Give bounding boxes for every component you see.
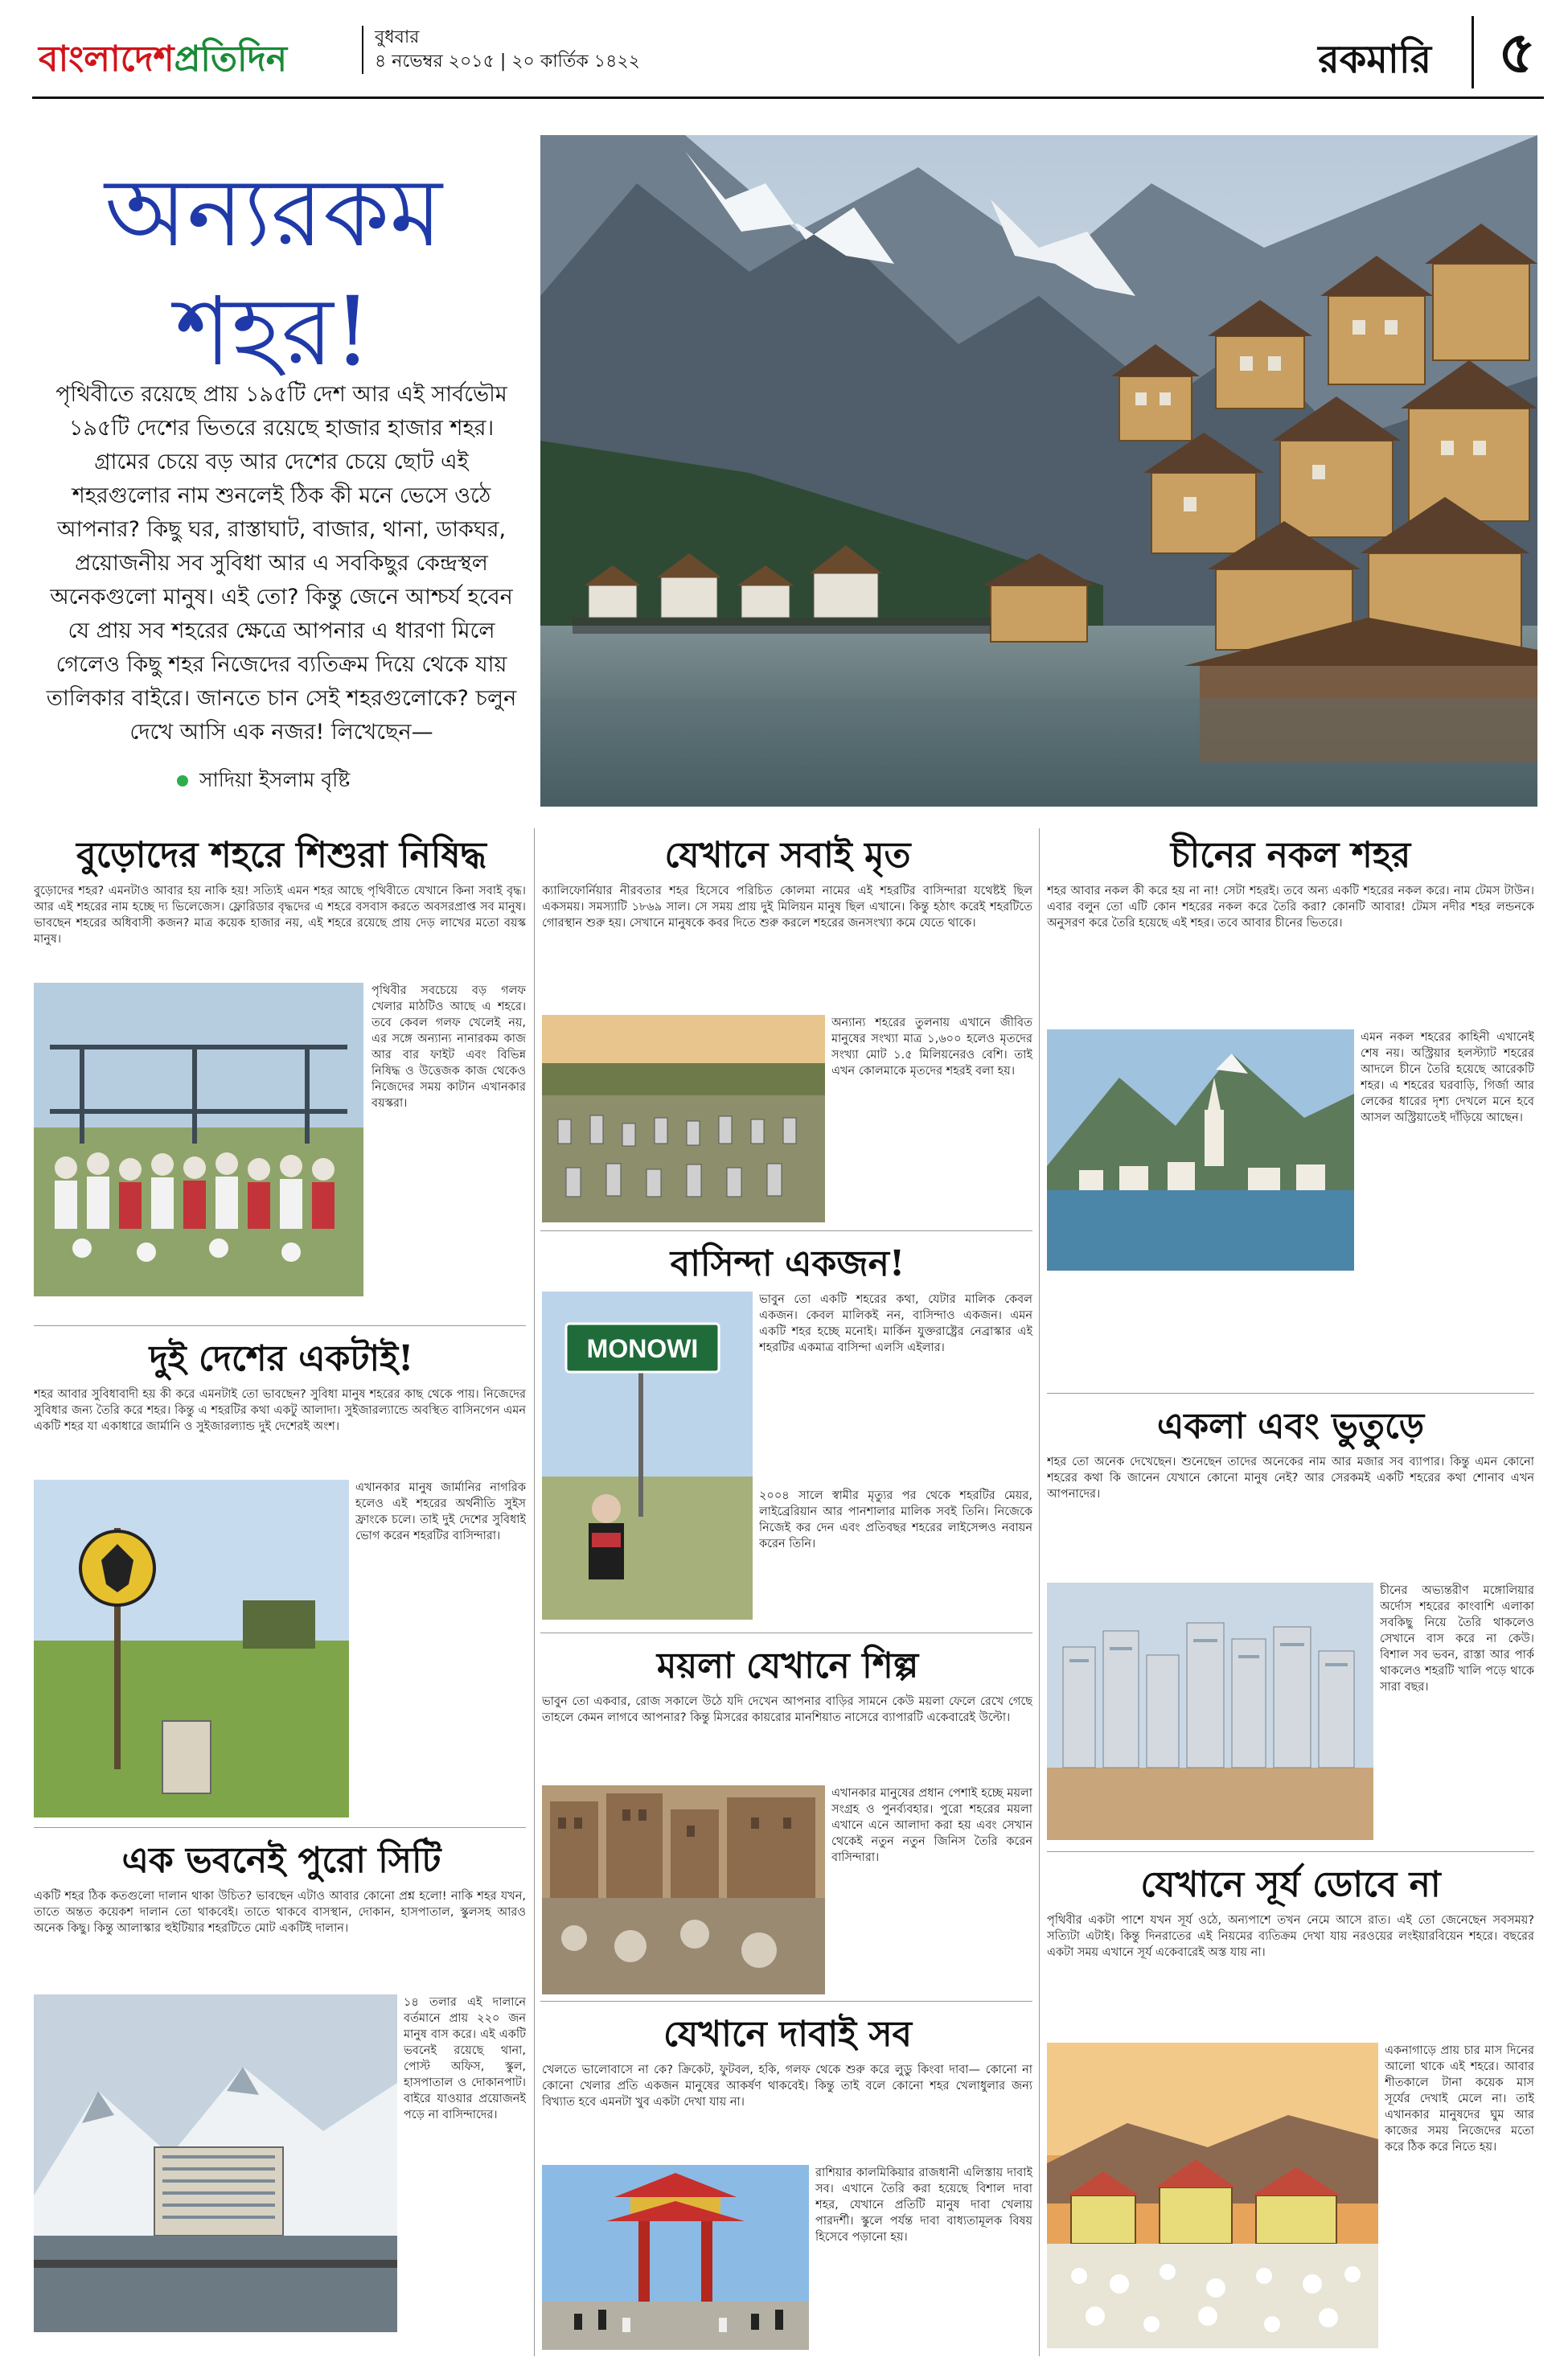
article-body (34, 883, 526, 978)
article-divider (1047, 1851, 1534, 1852)
newspaper-logo[interactable] (39, 32, 287, 91)
section-name: রকমারি (1318, 37, 1431, 82)
article-body (1047, 1454, 1534, 1575)
article-headline: বুড়োদের শহরে শিশুরা নিষিদ্ধ (76, 835, 486, 876)
article-body (759, 1292, 1032, 1485)
article-photo (1047, 1583, 1373, 1840)
article-headline: এক ভবনেই পুরো সিটি (121, 1840, 441, 1881)
article-headline: যেখানে সূর্য ডোবে না (1140, 1864, 1441, 1905)
article-paragraph: শহর আবার সুবিধাবাদী হয় কী করে এমনটাই তো ভাবছেন? সুবিধা মানুষ শহরের কাছ থেকে পায়। নিজেদের সুবিধার জন্য তৈরি করে শহর। কিন্তু এ শহরটির কথা একটু আলাদা। সুইজারল্যান্ডে অবস্থিত বাসিনগেন এমন একটি শহর যা একাধারে জার্মানি ও সুইজারল্যান্ড দুই দেশেরই অংশ। (34, 1388, 526, 1433)
ghost-city-photo (1047, 1583, 1373, 1840)
masthead (32, 0, 1544, 99)
article-photo (34, 1480, 349, 1817)
article-divider (1047, 1393, 1534, 1394)
article-headline: বাসিন্দা একজন! (670, 1243, 905, 1284)
article-paragraph: শহর আবার নকল কী করে হয় না না! সেটা শহরই। তবে অন্য একটি শহরের নকল করে। নাম টেমস টাউন। এবার বলুন তো এটি কোন শহরের নকল করে তৈরি করা? কোনটি আবার! টেমস নদীর শহর লন্ডনকে অনুসরণ করে তৈরি হয়েছে এই শহর। তবে আবার চীনের ভিতরে। (1047, 885, 1534, 930)
seniors-group-photo (34, 983, 363, 1296)
article-divider (540, 1230, 1032, 1231)
article-paragraph: পৃথিবীর একটা পাশে যখন সূর্য ওঠে, অন্যপাশে তখন নেমে আসে রাত। এই তো জেনেছেন সবসময়? সত্যিটা এটাই। কিন্তু দিনরাতের এই নিয়মের ব্যতিক্রম দেখা যায় নরওয়ের লংইয়ারবিয়েন শহরে। বছরের একটা সময় এখানে সূর্য একেবারেই অস্ত যায় না। (1047, 1914, 1534, 1959)
lead-intro: পৃথিবীতে রয়েছে প্রায় ১৯৫টি দেশ আর এই সার্বভৌম ১৯৫টি দেশের ভিতরে রয়েছে হাজার হাজার শহর। গ্রামের চেয়ে বড় আর দেশের চেয়ে ছোট এই শহরগুলোর নাম শুনলেই ঠিক কী মনে ভেসে ওঠে আপনার? কিছু ঘর, রাস্তাঘাট, বাজার, থানা, ডাকঘর, প্রয়োজনীয় সব সুবিধা আর এ সবকিছুর কেন্দ্রস্থল অনেকগুলো মানুষ। এই তো? কিন্তু জেনে আশ্চর্য হবেন যে প্রায় সব শহরের ক্ষেত্রে আপনার এ ধারণা মিলে গেলেও কিছু শহর নিজেদের ব্যতিক্রম দিয়ে থেকে যায় তালিকার বাইরে। জানতে চান সেই শহরগুলোকে? চলুন দেখে আসি এক নজর! লিখেছেন— (46, 382, 517, 745)
article-paragraph: চীনের অভ্যন্তরীণ মঙ্গোলিয়ার অর্দোস শহরের কাংবাশি এলাকা সবকিছু নিয়ে তৈরি থাকলেও সেখানে বাস করে না কেউ। বিশাল সব ভবন, রাস্তা আর পার্ক থাকলেও শহরটি খালি পড়ে থাকে সারা বছর। (1380, 1584, 1534, 1694)
article-body (404, 1994, 526, 2348)
article-divider (34, 1827, 526, 1828)
article-photo (542, 1785, 825, 1994)
article-body (1380, 1583, 1534, 1848)
article-photo (542, 1015, 825, 1222)
article-paragraph: বুড়োদের শহর? এমনটাও আবার হয় নাকি হয়! সত্যিই এমন শহর আছে পৃথিবীতে যেখানে কিনা সবাই বৃদ্ধ। আর এই শহরের নাম হচ্ছে দ্য ভিলেজেস। ফ্লোরিডার বৃদ্ধদের এ শহরে বসবাস করতে অবসরপ্রাপ্ত সব মানুষ। ভাবছেন শহরের অধিবাসী কজন? মাত্র কয়েক হাজার নয়, এই শহরে রয়েছে প্রায় দেড় লাখের মতো বয়স্ক মানুষ। (34, 885, 526, 946)
article-paragraph: ২০০৪ সালে স্বামীর মৃত্যুর পর থেকে শহরটির মেয়র, লাইব্রেরিয়ান আর পানশালার মালিক সবই তিনি। নিজেকে নিজেই কর দেন এবং প্রতিবছর শহরের লাইসেন্সও নবায়ন করেন তিনি। (759, 1489, 1032, 1550)
main-title (72, 153, 474, 391)
article-headline: যেখানে দাবাই সব (663, 2014, 912, 2055)
article-headline: ময়লা যেখানে শিল্প (656, 1645, 919, 1686)
article-paragraph: এমন নকল শহরের কাহিনী এখানেই শেষ নয়। অস্ট্রিয়ার হলস্ট্যাট শহরের আদলে চীনে তৈরি হয়েছে আরেকটি শহর। এ শহরের ঘরবাড়ি, গির্জা আর লেকের ধারের দৃশ্য দেখলে মনে হবে আসল অস্ট্রিয়াতেই দাঁড়িয়ে আছেন। (1361, 1031, 1534, 1124)
main-title-line1: অন্যরকম (105, 157, 442, 268)
article-paragraph: একটি শহর ঠিক কতগুলো দালান থাকা উচিত? ভাবছেন এটাও আবার কোনো প্রশ্ন হলো! নাকি শহর যখন, তাতে অন্তত কয়েকশ দালান তো থাকবেই। তাতে থাকবে বাসস্থান, দোকান, হাসপাতাল, স্কুলসহ আরও অনেক কিছু। কিন্তু আলাস্কার হুইটিয়ার শহরটিতে মোট একটিই দালান। (34, 1890, 526, 1935)
article-body (759, 1488, 1032, 1624)
article-paragraph: ভাবুন তো একটি শহরের কথা, যেটার মালিক কেবল একজন। কেবল মালিকই নন, বাসিন্দাও একজন। এমন একটি শহর হচ্ছে মনোই। মার্কিন যুক্তরাষ্ট্রের নেব্রাস্কার এই শহরটির একমাত্র বাসিন্দা এলসি এইলার। (759, 1293, 1032, 1354)
article-photo (542, 2165, 809, 2350)
issue-date: ৪ নভেম্বর ২০১৫ | ২০ কার্তিক ১৪২২ (375, 51, 640, 72)
article-body (1361, 1029, 1534, 1383)
article-photo (1047, 2043, 1378, 2348)
article-body (34, 1888, 526, 1985)
article-body (1047, 1912, 1534, 2033)
article-body (34, 1386, 526, 1475)
green-dot-icon (177, 775, 188, 787)
sign-text: MONOWI (586, 1334, 699, 1363)
monowi-sign-photo (542, 1292, 753, 1620)
article-body (371, 983, 526, 1320)
article-paragraph: ক্যালিফোর্নিয়ার নীরবতার শহর হিসেবে পরিচিত কোলমা নামের এই শহরটির বাসিন্দারা যথেষ্টই ছিল একসময়। সমস্যাটি ১৮৬৯ সাল। সে সময় প্রায় দুই মিলিয়ন মানুষ ছিল এখানে। কিন্তু হঠাৎ করেই শহরটিতে গোরস্থান শুরু হয়। সেখানে মানুষকে কবর দিতে শুরু করলে শহরের জনসংখ্যা কমে যেতে থাকে। (542, 885, 1032, 930)
article-body (1385, 2043, 1534, 2348)
chess-city-pagoda-photo (542, 2165, 809, 2350)
column-rule (534, 828, 535, 2356)
hero-photo (540, 135, 1537, 807)
article-body (355, 1480, 526, 1817)
article-photo (1047, 1029, 1354, 1271)
cemetery-photo (542, 1015, 825, 1222)
lakeside-town-photo (1047, 1029, 1354, 1271)
article-paragraph: এখানকার মানুষ জার্মানির নাগরিক হলেও এই শহরের অর্থনীতি সুইস ফ্রাংকে চলে। তাই দুই দেশের সুবিধাই ভোগ করেন শহরটির বাসিন্দারা। (355, 1481, 526, 1542)
article-photo (542, 1292, 753, 1620)
article-paragraph: একনাগাড়ে প্রায় চার মাস দিনের আলো থাকে এই শহরে। আবার শীতকালে টানা কয়েক মাস সূর্যের দেখাই মেলে না। তাই এখানকার মানুষদের ঘুম আর কাজের সময় নিজেদের মতো করে ঠিক করে নিতে হয়। (1385, 2044, 1534, 2154)
page-number: ৫ (1472, 16, 1536, 88)
article-headline: চীনের নকল শহর (1170, 835, 1411, 876)
article-paragraph: ১৪ তলার এই দালানে বর্তমানে প্রায় ২২০ জন মানুষ বাস করে। এই একটি ভবনেই রয়েছে থানা, পোস্ট অফিস, স্কুল, হাসপাতাল ও দোকানপাট। বাইরে যাওয়ার প্রয়োজনই পড়ে না বাসিন্দাদের। (404, 1996, 526, 2121)
article-headline: দুই দেশের একটাই! (149, 1338, 414, 1379)
date-block (362, 26, 640, 74)
article-body (815, 2165, 1032, 2350)
article-headline: একলা এবং ভুতুড়ে (1156, 1406, 1425, 1447)
border-sign-photo (34, 1480, 349, 1817)
logo-part1: বাংলাদেশ (39, 39, 174, 80)
article-paragraph: এখানকার মানুষের প্রধান পেশাই হচ্ছে ময়লা সংগ্রহ ও পুনর্ব্যবহার। পুরো শহরের ময়লা এখানে এনে আলাদা করা হয় এবং সেখান থেকেই নতুন নতুন জিনিস তৈরি করেন বাসিন্দারা। (831, 1787, 1032, 1864)
article-paragraph: খেলতে ভালোবাসে না কে? ক্রিকেট, ফুটবল, হকি, গলফ থেকে শুরু করে লুডু কিংবা দাবা— কোনো না কোনো খেলার প্রতি একজন মানুষের আকর্ষণ থাকবেই। কিন্তু তাই বলে কোনো শহর খেলাধুলার জন্য বিখ্যাত হবে এমনটা খুব একটা দেখা যায় না। (542, 2064, 1032, 2109)
article-body (831, 1785, 1032, 1994)
main-title-line2: শহর! (174, 276, 372, 387)
logo-part2: প্রতিদিন (174, 39, 287, 80)
garbage-city-photo (542, 1785, 825, 1994)
article-body (542, 2062, 1032, 2158)
hallstatt-village-illustration (540, 135, 1537, 807)
article-body (542, 1694, 1032, 1782)
article-photo (34, 983, 363, 1296)
article-paragraph: পৃথিবীর সবচেয়ে বড় গলফ খেলার মাঠটিও আছে এ শহরে। তবে কেবল গলফ খেলেই নয়, এর সঙ্গে অন্যান্য নানারকম কাজ আর বার ফাইট এবং বিভিন্ন নিষিদ্ধ ও উত্তেজক কাজ থেকেও নিজেদের সময় কাটান এখানকার বয়স্করা। (371, 984, 526, 1110)
byline (177, 764, 350, 799)
article-body (831, 1015, 1032, 1222)
midnight-sun-town-photo (1047, 2043, 1378, 2348)
weekday: বুধবার (375, 27, 420, 47)
article-divider (34, 1325, 526, 1326)
article-photo (34, 1994, 397, 2332)
article-headline: যেখানে সবাই মৃত (664, 835, 911, 876)
article-paragraph: শহর তো অনেক দেখেছেন। শুনেছেন তাদের অনেকের নাম আর মজার সব ব্যাপার। কিন্তু এমন কোনো শহরের কথা কি জানেন যেখানে কোনো মানুষ নেই? আর সেরকমই একটি শহরের কথা শোনাব এখন আপনাদের। (1047, 1456, 1534, 1501)
article-paragraph: অন্যান্য শহরের তুলনায় এখানে জীবিত মানুষের সংখ্যা মাত্র ১,৬০০ হলেও মৃতদের সংখ্যা মোট ১.৫ মিলিয়নেরও বেশি। তাই এখন কোলমাকে মৃতদের শহরই বলা হয়। (831, 1017, 1032, 1078)
article-paragraph: ভাবুন তো একবার, রোজ সকালে উঠে যদি দেখেন আপনার বাড়ির সামনে কেউ ময়লা ফেলে রেখে গেছে তাহলে কেমন লাগবে আপনার? কিন্তু মিসরের কায়রোর মানশিয়াত নাসেরে ব্যাপারটি একেবারেই উল্টো। (542, 1695, 1032, 1724)
article-paragraph: রাশিয়ার কালমিকিয়ার রাজধানী এলিস্তায় দাবাই সব। এখানে তৈরি করা হয়েছে বিশাল দাবা শহর, যেখানে প্রতিটি মানুষ দাবা খেলায় পারদর্শী। স্কুলে পর্যন্ত দাবা বাধ্যতামূলক বিষয় হিসেবে পড়ানো হয়। (815, 2167, 1032, 2244)
author-name: সাদিয়া ইসলাম বৃষ্টি (199, 768, 351, 791)
single-building-town-photo (34, 1994, 397, 2332)
article-body (542, 883, 1032, 1012)
column-rule (1039, 828, 1040, 2356)
article-body (1047, 883, 1534, 1020)
article-divider (540, 2001, 1032, 2002)
